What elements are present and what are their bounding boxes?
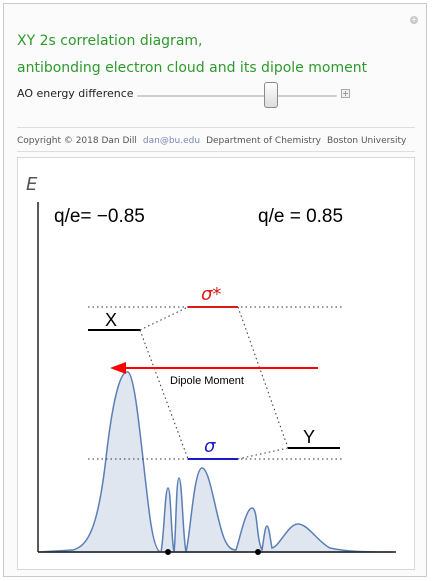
ao-energy-difference-label: AO energy difference: [17, 87, 134, 100]
university-text: Boston University: [326, 136, 407, 146]
divider: [17, 151, 415, 152]
dipole-moment-label: Dipole Moment: [170, 375, 244, 387]
slider-expand-icon[interactable]: +: [342, 89, 349, 98]
title-line-1: XY 2s correlation diagram,: [17, 33, 203, 49]
dipole-arrow-head: [110, 362, 126, 374]
diagram-svg: [18, 158, 416, 571]
ao-energy-slider-thumb[interactable]: [264, 82, 278, 108]
atom-x-label: X: [105, 310, 118, 330]
title-line-2: antibonding electron cloud and its dipole moment: [17, 60, 368, 76]
energy-axis-label: E: [26, 174, 38, 195]
sigma-star-label: σ*: [201, 284, 222, 305]
email-link[interactable]: dan@bu.edu: [142, 136, 201, 146]
correlation-diagram: [17, 157, 415, 570]
department-text: Department of Chemistry: [206, 136, 321, 146]
nucleus-x-marker: [165, 549, 171, 555]
panel-options-icon[interactable]: +: [410, 15, 418, 24]
correlation-x-sigma: [140, 330, 188, 459]
nucleus-y-marker: [255, 549, 261, 555]
divider: [17, 127, 415, 128]
correlation-x-sigma-star: [140, 307, 188, 330]
copyright-text: Copyright © 2018 Dan Dill: [17, 136, 137, 146]
credit-line: [17, 136, 406, 146]
electron-cloud-curve: [38, 372, 394, 552]
correlation-y-sigma-star: [238, 307, 288, 448]
ao-energy-slider-track[interactable]: [137, 95, 337, 97]
charge-right-label: q/e = 0.85: [258, 206, 344, 227]
atom-y-label: Y: [303, 427, 316, 447]
correlation-y-sigma: [238, 448, 288, 459]
charge-left-label: q/e= −0.85: [54, 206, 145, 227]
sigma-label: σ: [204, 436, 216, 457]
